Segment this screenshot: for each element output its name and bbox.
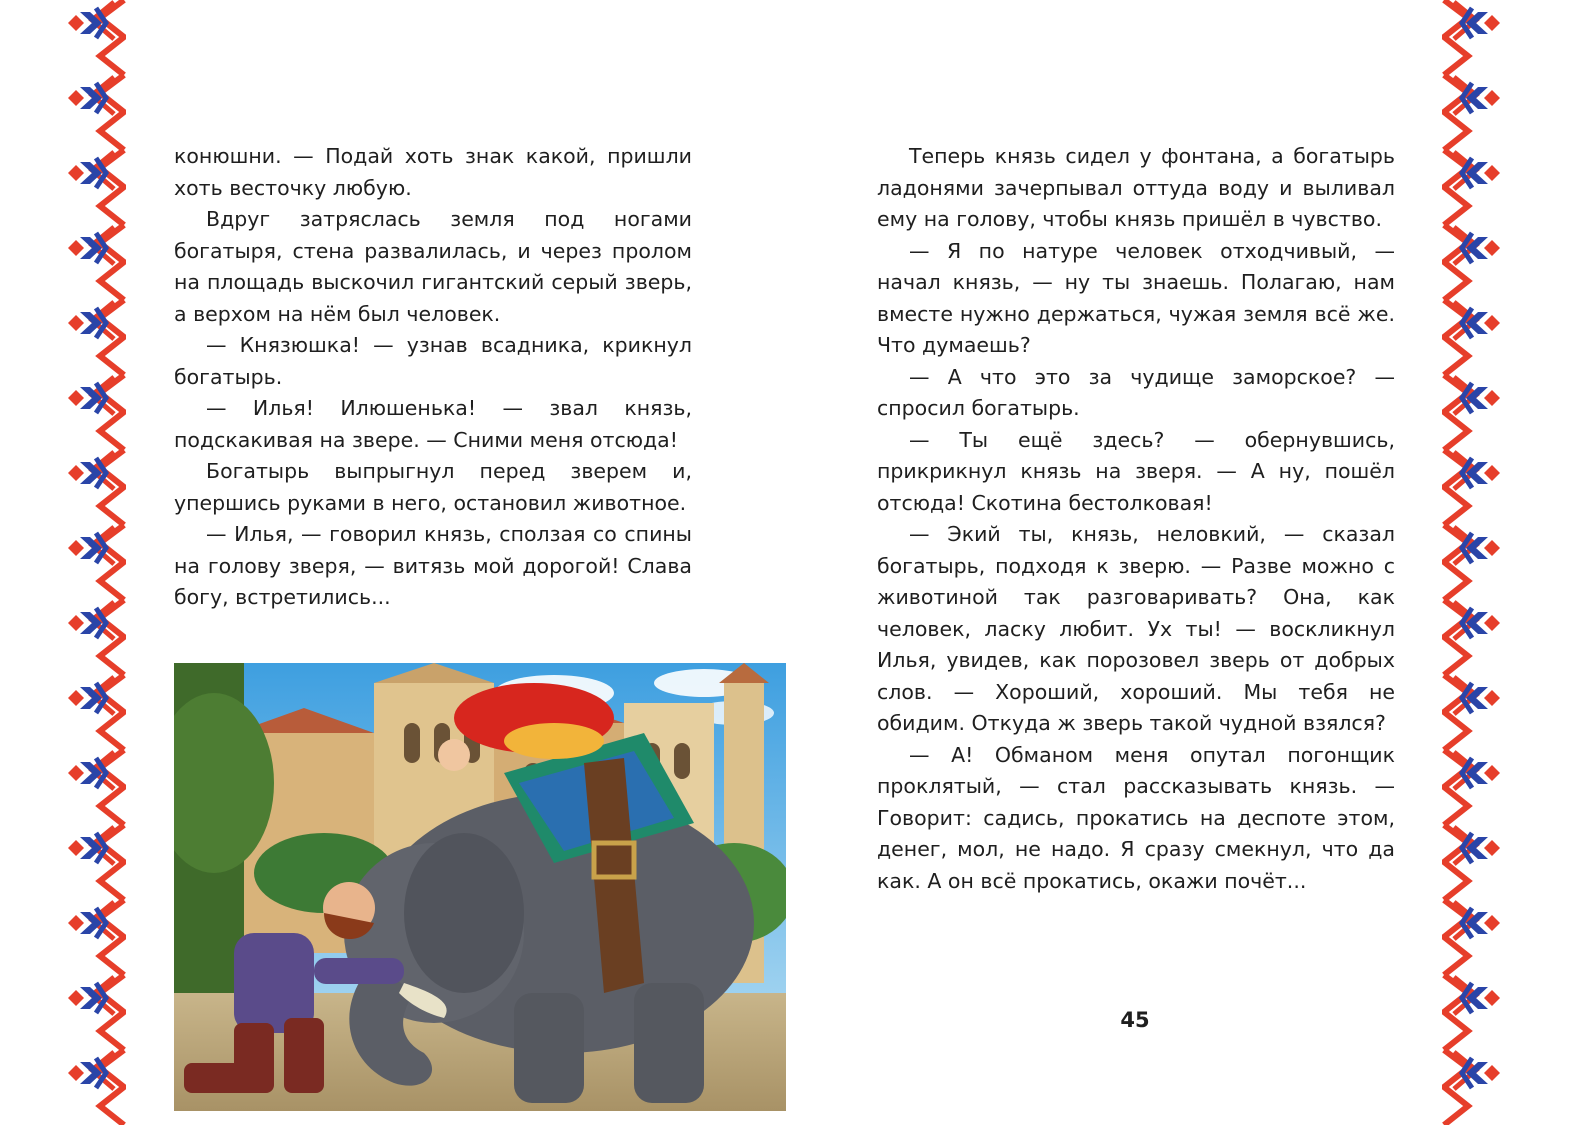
illustration-icon [174, 663, 786, 1111]
paragraph: — А что это за чудище заморское? — спросил богатырь. [877, 364, 1395, 420]
elephant-scene-illustration [174, 663, 786, 1111]
paragraph: — Илья, — говорил князь, сползая со спины на голову зверя, — витязь мой дорогой! Слава богу, встретились... [174, 522, 692, 609]
left-ornament-border [62, 0, 126, 1125]
paragraph: — А! Обманом меня опутал погонщик проклятый, — стал рассказывать князь. — Говорит: садись, прокатись на деспоте этом, денег, мол, не надо. Я сразу смекнул, что да как. А он всё прокатись, окажи почёт... [877, 742, 1395, 893]
paragraph: — Илья! Илюшенька! — звал князь, подскакивая на звере. — Сними меня отсюда! [174, 396, 692, 452]
paragraph: — Экий ты, князь, неловкий, — сказал богатырь, подходя к зверю. — Разве можно с животиной так разговаривать? Она, как человек, ласку любит. Ух ты! — воскликнул Илья, увидев, как порозовел зверь от добрых слов. — Хороший, хороший. Мы тебя не обидим. Откуда ж зверь такой чудной взялся? [877, 522, 1395, 735]
left-ornament-icon [62, 0, 126, 1125]
right-ornament-border [1442, 0, 1506, 1125]
paragraph: — Ты ещё здесь? — обернувшись, прикрикнул князь на зверя. — А ну, пошёл отсюда! Скотина бестолковая! [877, 427, 1395, 515]
paragraph: Вдруг затряслась земля под ногами богатыря, стена развалилась, и через пролом на площадь выскочил гигантский серый зверь, а верхом на нём был человек. [174, 207, 692, 326]
left-text-column [174, 141, 692, 614]
paragraph: Богатырь выпрыгнул перед зверем и, упершись руками в него, остановил животное. [174, 459, 692, 515]
paragraph: Теперь князь сидел у фонтана, а богатырь ладонями зачерпывал оттуда воду и выливал ему на голову, чтобы князь пришёл в чувство. [877, 144, 1395, 231]
paragraph: конюшни. — Подай хоть знак какой, пришли хоть весточку любую. [174, 144, 692, 200]
paragraph: — Князюшка! — узнав всадника, крикнул богатырь. [174, 333, 692, 389]
right-ornament-icon [1442, 0, 1506, 1125]
right-text-column [877, 141, 1395, 897]
paragraph: — Я по натуре человек отходчивый, — начал князь, — ну ты знаешь. Полагаю, нам вместе нужно держаться, чужая земля всё же. Что думаешь? [877, 238, 1395, 357]
page-number: 45 [1120, 1008, 1150, 1032]
